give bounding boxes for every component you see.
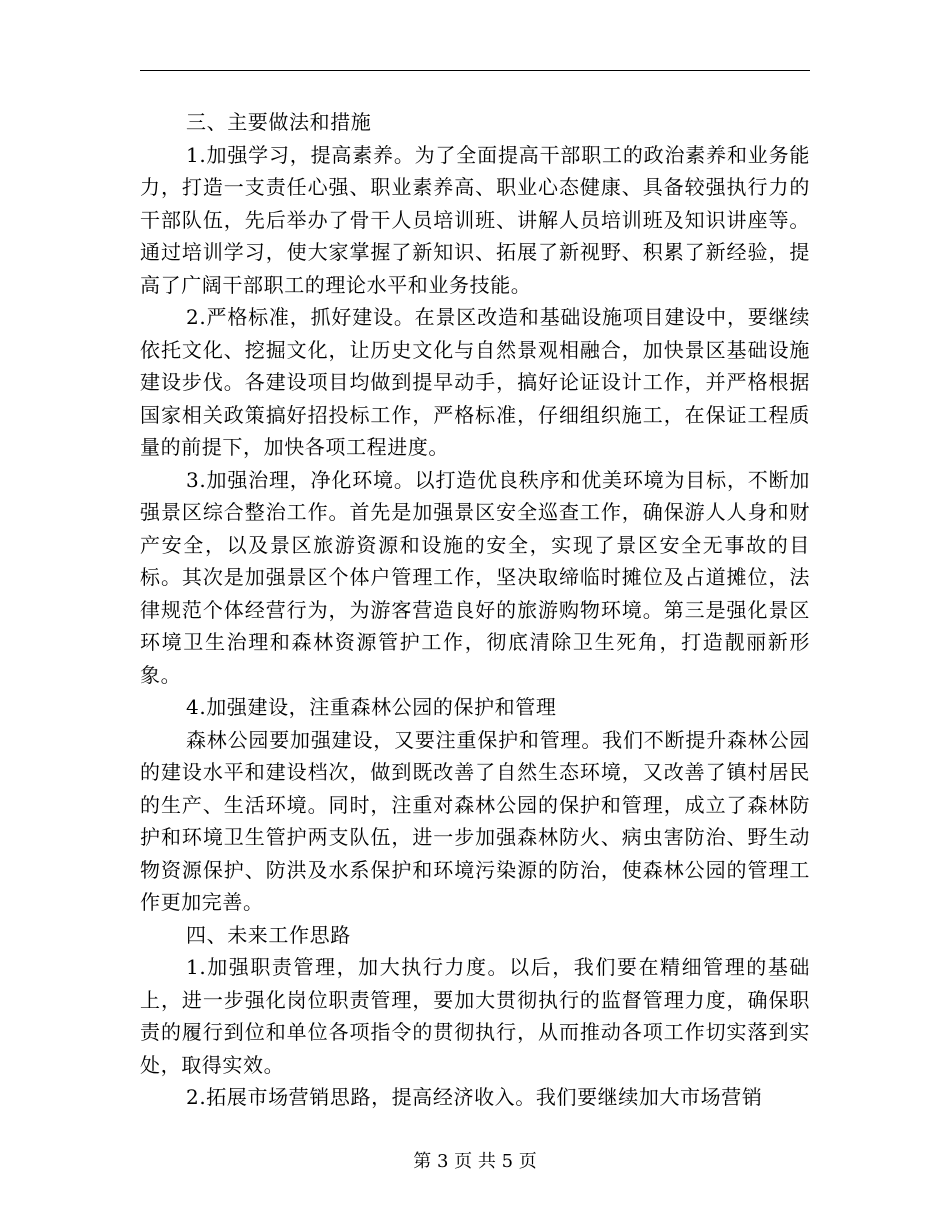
paragraph: 1.加强学习，提高素养。为了全面提高干部职工的政治素养和业务能力，打造一支责任心强、职业素养高、职业心态健康、具备较强执行力的干部队伍，先后举办了骨干人员培训班、讲解人员培训班及知识讲座等。通过培训学习，使大家掌握了新知识、拓展了新视野、积累了新经验，提高了广阔干部职工的理论水平和业务技能。 <box>140 142 810 297</box>
paragraph: 2.严格标准，抓好建设。在景区改造和基础设施项目建设中，要继续依托文化、挖掘文化，让历史文化与自然景观相融合，加快景区基础设施建设步伐。各建设项目均做到提早动手，搞好论证设计工作，并严格根据国家相关政策搞好招投标工作，严格标准，仔细组织施工，在保证工程质量的前提下，加快各项工程进度。 <box>140 305 810 459</box>
paragraph: 2.拓展市场营销思路，提高经济收入。我们要继续加大市场营销 <box>186 1085 763 1109</box>
header-rule <box>140 70 810 71</box>
subheading: 4.加强建设，注重森林公园的保护和管理 <box>186 695 557 719</box>
document-body <box>140 106 810 1114</box>
section-heading: 四、未来工作思路 <box>186 922 351 947</box>
paragraph: 1.加强职责管理，加大执行力度。以后，我们要在精细管理的基础上，进一步强化岗位职责管理，要加大贯彻执行的监督管理力度，确保职责的履行到位和单位各项指令的贯彻执行，从而推动各项工作切实落到实处，取得实效。 <box>140 955 810 1077</box>
paragraph: 森林公园要加强建设，又要注重保护和管理。我们不断提升森林公园的建设水平和建设档次，做到既改善了自然生态环境，又改善了镇村居民的生产、生活环境。同时，注重对森林公园的保护和管理，成立了森林防护和环境卫生管护两支队伍，进一步加强森林防火、病虫害防治、野生动物资源保护、防洪及水系保护和环境污染源的防治，使森林公园的管理工作更加完善。 <box>140 727 810 914</box>
paragraph: 3.加强治理，净化环境。以打造优良秩序和优美环境为目标，不断加强景区综合整治工作。首先是加强景区安全巡查工作，确保游人人身和财产安全，以及景区旅游资源和设施的安全，实现了景区安全无事故的目标。其次是加强景区个体户管理工作，坚决取缔临时摊位及占道摊位，法律规范个体经营行为，为游客营造良好的旅游购物环境。第三是强化景区环境卫生治理和森林资源管护工作，彻底清除卫生死角，打造靓丽新形象。 <box>140 467 810 687</box>
section-heading: 三、主要做法和措施 <box>186 110 372 134</box>
page-footer: 第 3 页 共 5 页 <box>413 1151 537 1172</box>
